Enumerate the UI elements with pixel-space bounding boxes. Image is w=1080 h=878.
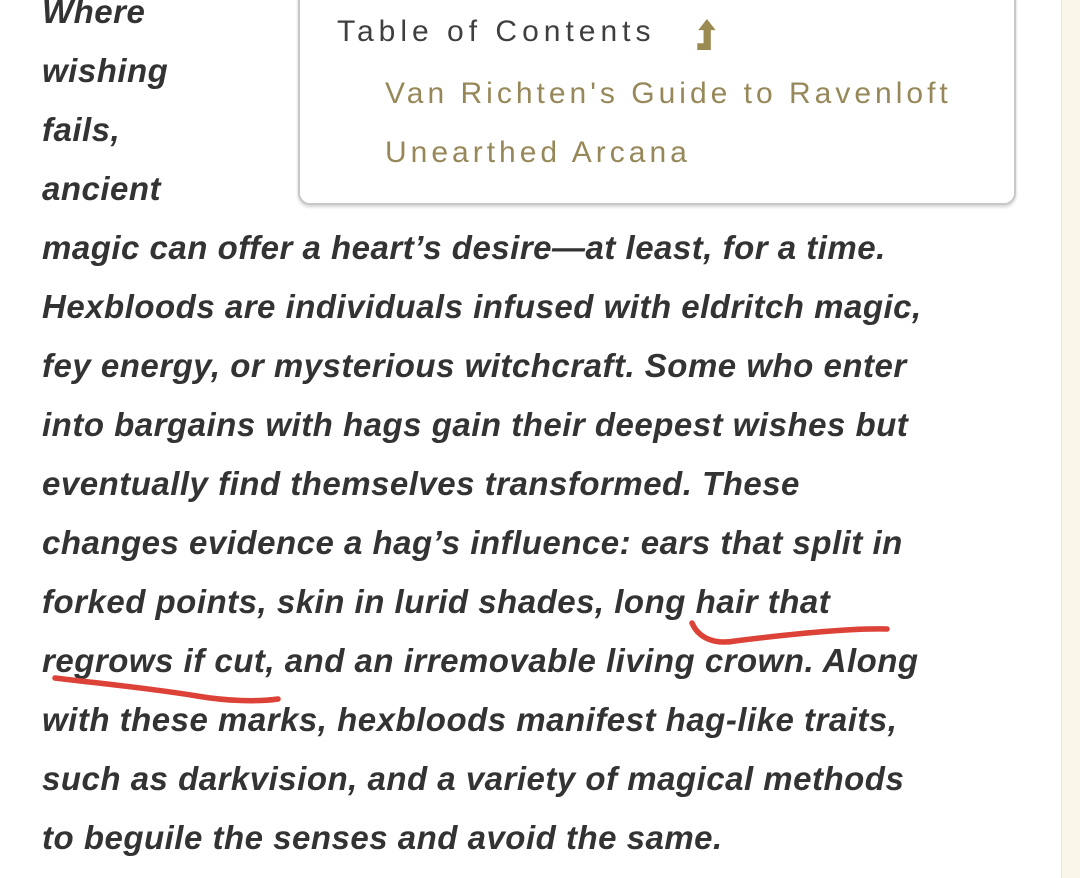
table-of-contents-box	[298, 0, 1016, 205]
text-line: into bargains with hags gain their deepest wishes but	[42, 406, 909, 443]
toc-link[interactable]: Van Richten's Guide to Ravenloft	[385, 77, 952, 110]
toc-header	[337, 4, 717, 60]
text-line: regrows if cut, and an irremovable living crown. Along	[42, 642, 919, 679]
text-line: Where	[42, 0, 146, 30]
text-line: magic can offer a heart’s desire—at least, for a time.	[42, 229, 886, 266]
arrow-turn-up-glyph	[698, 19, 716, 50]
text-line: ancient	[42, 170, 162, 207]
text-line: eventually find themselves transformed. These	[42, 465, 800, 502]
text-line: Hexbloods are individuals infused with eldritch magic,	[42, 288, 922, 325]
toc-link-list	[385, 64, 994, 182]
page-background-strip	[1061, 0, 1080, 878]
text-line: fails,	[42, 111, 121, 148]
text-line: changes evidence a hag’s influence: ears that split in	[42, 524, 903, 561]
text-line: wishing	[42, 52, 169, 89]
text-line: with these marks, hexbloods manifest hag-like traits,	[42, 701, 898, 738]
text-line: such as darkvision, and a variety of magical methods	[42, 760, 905, 797]
toc-title: Table of Contents	[337, 15, 656, 48]
text-line: fey energy, or mysterious witchcraft. Some who enter	[42, 347, 907, 384]
text-line: to beguile the senses and avoid the same.	[42, 819, 723, 856]
toc-link[interactable]: Unearthed Arcana	[385, 136, 691, 169]
text-line: forked points, skin in lurid shades, long hair that	[42, 583, 831, 620]
arrow-turn-up-icon[interactable]	[693, 19, 717, 50]
